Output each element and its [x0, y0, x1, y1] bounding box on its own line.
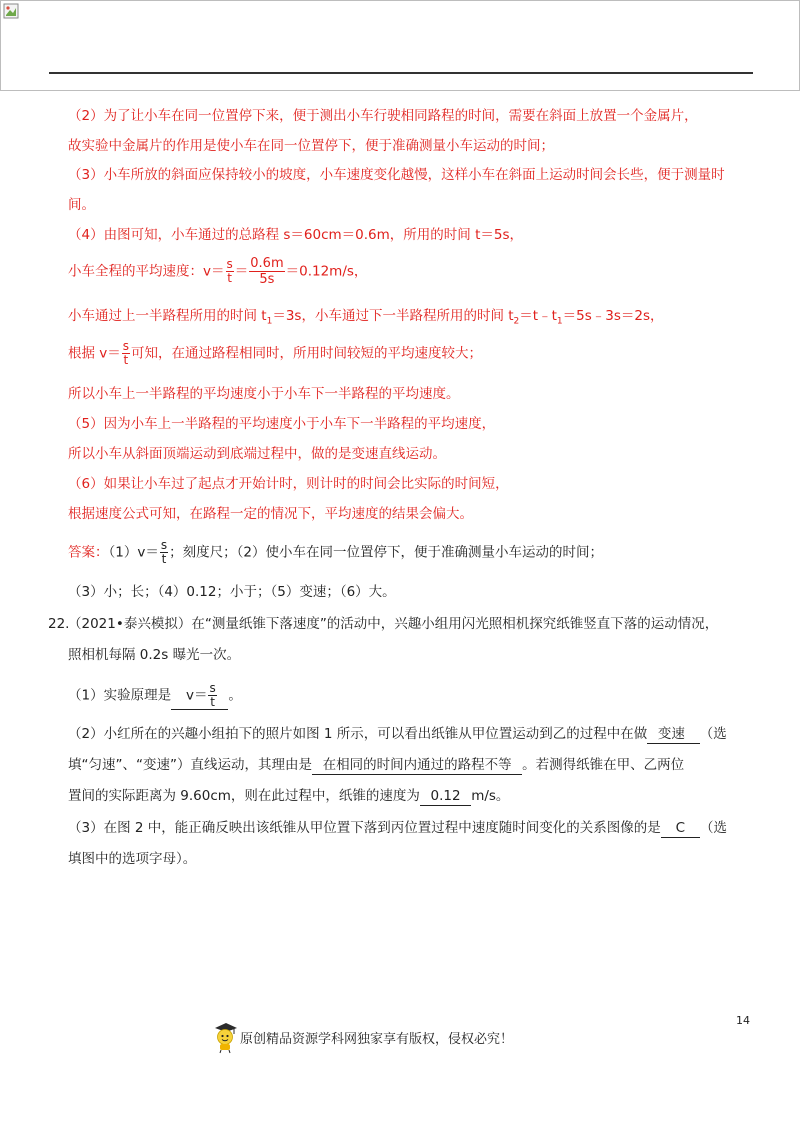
question-part-3-line-2: 填图中的选项字母）。 [68, 851, 197, 867]
page-number: 14 [736, 1014, 750, 1027]
text-segment: ；刻度尺；（2）使小车在同一位置停下，便于准确测量小车运动的时间； [169, 544, 603, 561]
question-part-2-line-2 [68, 755, 684, 775]
text-segment: 。若测得纸锥在甲、乙两位 [522, 757, 685, 773]
fraction-denominator: t [161, 552, 167, 566]
blank-answer: C [675, 820, 686, 836]
question-part-2-line-3 [68, 786, 509, 806]
answer-blank-5 [661, 820, 700, 838]
solution-line-6 [68, 256, 367, 287]
blank-answer: 变速 [657, 726, 685, 742]
subscript: 2 [513, 316, 520, 327]
text-segment: 置间的实际距离为 9.60cm，则在此过程中，纸锥的速度为 [68, 788, 420, 804]
text-segment: （3）在图 2 中，能正确反映出该纸锥从甲位置下落到丙位置过程中速度随时间变化的关系图像的是 [68, 820, 661, 836]
answer-label: 答案： [68, 544, 109, 561]
formula-fraction [122, 340, 130, 367]
text-segment: （1）实验原理是 [68, 687, 172, 704]
solution-line-4: 间。 [68, 197, 95, 213]
blank-answer: 0.12 [430, 788, 461, 804]
solution-line-3: （3）小车所放的斜面应保持较小的坡度，小车速度变化越慢，这样小车在斜面上运动时间会长些，便于测量时 [68, 167, 725, 183]
solution-line-1: （2）为了让小车在同一位置停下来，便于测出小车行驶相同路程的时间，需要在斜面上放置一个金属片， [68, 108, 698, 124]
text-segment: 。 [228, 687, 242, 704]
text-segment: 填“匀速”、“变速”）直线运动，其理由是 [68, 757, 312, 773]
question-number: 22. [48, 616, 70, 632]
text-segment: （2）小红所在的兴趣小组拍下的照片如图 1 所示，可以看出纸锥从甲位置运动到乙的过程中在做 [68, 726, 648, 742]
subscript: 1 [266, 316, 273, 327]
fraction-denominator: 5s [259, 272, 275, 287]
answer-blank-2 [647, 726, 699, 744]
text-segment: ＝5s﹣3s＝2s， [562, 308, 664, 324]
fraction-denominator: t [227, 271, 232, 285]
header-rule [49, 72, 753, 74]
text-segment: 根据 v＝ [68, 345, 121, 362]
answer-blank-3 [312, 757, 522, 775]
formula-fraction [160, 539, 168, 566]
text-segment: （选 [699, 726, 727, 742]
question-part-2-line-1 [68, 724, 727, 744]
blank-answer: v＝ [185, 687, 208, 704]
header-box [0, 0, 800, 91]
solution-line-11: 所以小车从斜面顶端运动到底端过程中，做的是变速直线运动。 [68, 446, 446, 462]
footer-copyright-text: 原创精品资源学科网独家享有版权，侵权必究！ [240, 1031, 514, 1047]
question-part-1 [68, 682, 242, 710]
fraction-numerator: s [122, 339, 130, 353]
mascot-logo-icon [212, 1020, 238, 1054]
fraction-denominator: t [210, 695, 215, 709]
text-segment: （1）v＝ [108, 544, 159, 561]
text-segment: m/s。 [471, 788, 510, 804]
solution-line-12: （6）如果让小车过了起点才开始计时，则计时的时间会比实际的时间短， [68, 476, 509, 492]
broken-image-icon [3, 3, 19, 19]
avg-speed-label: 小车全程的平均速度：v＝ [68, 263, 225, 280]
question-stem-1: （2021•泰兴模拟）在“测量纸锥下落速度”的活动中，兴趣小组用闪光照相机探究纸锥竖直下落的运动情况， [68, 616, 719, 632]
fraction-numerator: s [209, 681, 216, 695]
fraction-numerator: s [160, 538, 168, 552]
blank-answer: 在相同的时间内通过的路程不等 [322, 757, 512, 773]
formula-fraction [226, 258, 234, 285]
answer-line-2: （3）小；长；（4）0.12；小于；（5）变速；（6）大。 [68, 584, 396, 600]
fraction-numerator: s [226, 257, 233, 271]
text-segment: （选 [699, 820, 727, 836]
solution-line-13: 根据速度公式可知，在路程一定的情况下，平均速度的结果会偏大。 [68, 506, 473, 522]
answer-line-1 [68, 539, 603, 566]
question-part-3-line-1 [68, 818, 727, 838]
text-segment: ＝t﹣t [519, 308, 557, 324]
solution-line-10: （5）因为小车上一半路程的平均速度小于小车下一半路程的平均速度， [68, 416, 496, 432]
solution-line-9: 所以小车上一半路程的平均速度小于小车下一半路程的平均速度。 [68, 386, 460, 402]
value-fraction [249, 256, 284, 287]
answer-blank-1 [171, 682, 228, 710]
subscript: 1 [556, 316, 563, 327]
text-segment: 可知，在通过路程相同时，所用时间较短的平均速度较大； [131, 345, 483, 362]
formula-fraction [208, 682, 216, 709]
equals-sign: ＝ [234, 263, 249, 280]
solution-line-8 [68, 340, 482, 367]
answer-blank-4 [420, 788, 471, 806]
solution-line-7 [68, 306, 663, 332]
avg-speed-result: ＝0.12m/s， [285, 263, 368, 280]
fraction-denominator: t [123, 353, 129, 367]
question-stem-2: 照相机每隔 0.2s 曝光一次。 [68, 647, 241, 663]
text-segment: ＝3s，小车通过下一半路程所用的时间 t [272, 308, 514, 324]
footer [212, 1020, 513, 1054]
solution-line-2: 故实验中金属片的作用是使小车在同一位置停下，便于准确测量小车运动的时间； [68, 138, 554, 154]
solution-line-5: （4）由图可知，小车通过的总路程 s＝60cm＝0.6m，所用的时间 t＝5s， [68, 227, 523, 243]
text-segment: 小车通过上一半路程所用的时间 t [68, 308, 267, 324]
fraction-numerator: 0.6m [250, 256, 284, 271]
